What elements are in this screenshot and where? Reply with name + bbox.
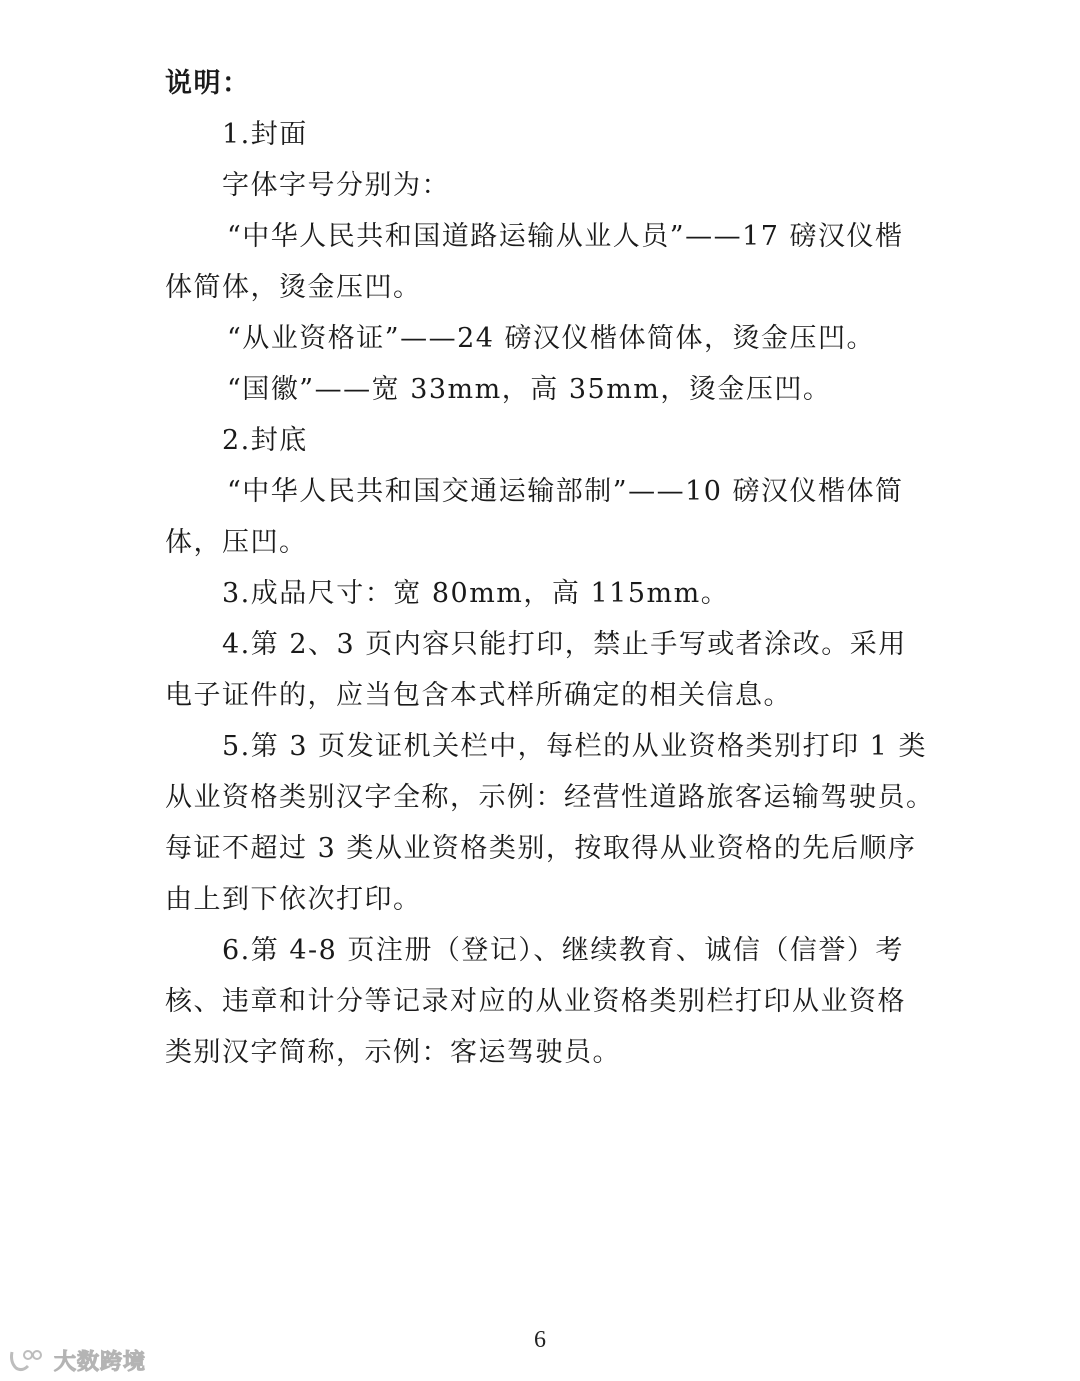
text-line: 字体字号分别为：	[222, 170, 450, 201]
text-line: 2.封底	[222, 425, 308, 456]
brand-logo-icon	[8, 1348, 48, 1374]
text-line: 4.第 2、3 页内容只能打印，禁止手写或者涂改。采用	[222, 629, 907, 660]
text-line: 每证不超过 3 类从业资格类别，按取得从业资格的先后顺序	[165, 833, 917, 864]
document-body	[165, 58, 935, 1078]
text-line: “国徽”——宽 33mm，高 35mm，烫金压凹。	[227, 374, 832, 405]
text-line: 类别汉字简称，示例：客运驾驶员。	[165, 1037, 621, 1068]
text-line: 核、违章和计分等记录对应的从业资格类别栏打印从业资格	[165, 986, 906, 1017]
text-line: “从业资格证”——24 磅汉仪楷体简体，烫金压凹。	[227, 323, 876, 354]
text-line: 5.第 3 页发证机关栏中，每栏的从业资格类别打印 1 类	[222, 731, 927, 762]
text-line: “中华人民共和国道路运输从业人员”——17 磅汉仪楷	[227, 221, 904, 252]
text-line: 电子证件的，应当包含本式样所确定的相关信息。	[165, 680, 792, 711]
watermark-text: 大数跨境	[54, 1350, 147, 1375]
text-line: 体简体，烫金压凹。	[165, 272, 422, 303]
text-line: “中华人民共和国交通运输部制”——10 磅汉仪楷体简	[227, 476, 904, 507]
page-number: 6	[534, 1327, 546, 1353]
text-line: 6.第 4-8 页注册（登记）、继续教育、诚信（信誉）考	[222, 935, 904, 966]
text-line: 3.成品尺寸：宽 80mm，高 115mm。	[222, 578, 730, 609]
text-line: 1.封面	[222, 119, 308, 150]
paragraph-lines	[165, 109, 935, 1078]
watermark	[8, 1345, 146, 1376]
heading: 说明：	[165, 68, 251, 99]
text-line: 从业资格类别汉字全称，示例：经营性道路旅客运输驾驶员。	[165, 782, 935, 813]
text-line: 由上到下依次打印。	[165, 884, 422, 915]
text-line: 体，压凹。	[165, 527, 308, 558]
